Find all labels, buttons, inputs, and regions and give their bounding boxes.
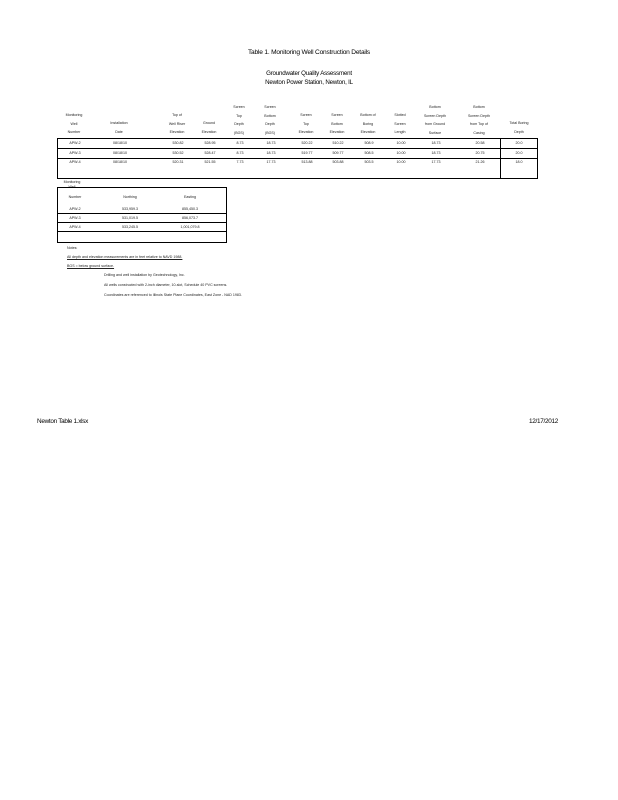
- coordinates-table: [57, 187, 227, 243]
- cell-date: 08/18/10: [113, 151, 127, 155]
- coord-cell-well: APW-3: [69, 216, 81, 220]
- cell-total-depth: 20.0: [515, 151, 523, 155]
- cell-bottom-depth: 18.73: [266, 141, 276, 145]
- footnote-1: Drilling and well installation by Geotechnology, Inc.: [104, 273, 185, 277]
- coord-cell-northing: 533,245.5: [122, 225, 138, 229]
- header-screen-bottom-elev: Screen Bottom Elevation: [329, 113, 345, 134]
- cell-depth-ground: 18.73: [431, 151, 441, 155]
- cell-boring-elev: 508.5: [364, 151, 374, 155]
- coord-cell-easting: 855,450.3: [182, 207, 198, 211]
- header-screen-top-depth: Screen Top Depth (BGS): [233, 105, 245, 135]
- cell-length: 10.00: [396, 160, 406, 164]
- cell-depth-casing: 20.75: [475, 151, 485, 155]
- footnote-3: Coordinates are referenced to Illinois State Plane Coordinates, East Zone - NAD 1983.: [104, 293, 242, 297]
- coord-cell-northing: 533,959.3: [122, 207, 138, 211]
- main-data-table: [57, 138, 538, 179]
- coord-header-northing: Northing: [123, 195, 137, 199]
- cell-depth-casing: 20.58: [475, 141, 485, 145]
- coord-header-number: Number: [68, 195, 82, 199]
- cell-ground: 528.47: [204, 151, 216, 155]
- notes-heading: Notes:: [67, 246, 78, 250]
- note-line-2: BGS = below ground surface.: [67, 264, 115, 268]
- cell-riser: 520.31: [172, 160, 184, 164]
- coord-cell-well: APW-4: [69, 225, 81, 229]
- cell-length: 10.00: [396, 141, 406, 145]
- header-boring-elev: Bottom of Boring Elevation: [360, 113, 376, 134]
- cell-boring-elev: 503.5: [364, 160, 374, 164]
- cell-bottom-depth: 18.73: [266, 151, 276, 155]
- cell-top-depth: 7.73: [236, 160, 244, 164]
- header-screen-length: Slotted Screen Length: [394, 113, 406, 134]
- cell-well: APW-4: [69, 160, 81, 164]
- footnote-2: All wells constructed with 2-inch diameter, 10-slot, Schedule 40 PVC screens.: [104, 283, 228, 287]
- cell-top-elev: 520.22: [301, 141, 313, 145]
- coord-cell-northing: 531,019.5: [122, 216, 138, 220]
- cell-well: APW-3: [69, 151, 81, 155]
- cell-ground: 528.95: [204, 141, 216, 145]
- cell-depth-ground: 18.73: [431, 141, 441, 145]
- cell-boring-elev: 508.9: [364, 141, 374, 145]
- coord-cell-well: APW-2: [69, 207, 81, 211]
- table-row: [58, 158, 537, 167]
- header-well-number: Monitoring Well Number: [65, 113, 83, 134]
- cell-bottom-elev: 510.22: [332, 141, 344, 145]
- table-subtitle-2: Newton Power Station, Newton, IL: [265, 79, 353, 86]
- table-title: Table 1. Monitoring Well Construction Details: [247, 49, 371, 56]
- cell-depth-casing: 21.26: [475, 160, 485, 164]
- header-total-depth: Total Boring Depth: [509, 121, 529, 134]
- cell-riser: 530.82: [172, 141, 184, 145]
- table-row: [58, 139, 537, 149]
- cell-top-elev: 513.88: [301, 160, 313, 164]
- main-header-row: [57, 104, 537, 136]
- coord-cell-easting: 1,001,079.8: [180, 225, 200, 229]
- cell-total-depth: 18.0: [515, 160, 523, 164]
- row-divider: [58, 231, 226, 232]
- coord-cell-easting: 856,073.7: [182, 216, 198, 220]
- coord-header-easting: Easting: [184, 195, 196, 199]
- header-screen-top-elev: Screen Top Elevation: [298, 113, 314, 134]
- cell-bottom-elev: 509.77: [332, 151, 344, 155]
- header-riser-elev: Top of Well Riser Elevation: [168, 113, 186, 134]
- footer-filename: Newton Table 1.xlsx: [37, 418, 89, 425]
- table-subtitle-1: Groundwater Quality Assessment: [266, 70, 352, 77]
- cell-bottom-depth: 17.73: [266, 160, 276, 164]
- cell-bottom-elev: 503.88: [332, 160, 344, 164]
- header-ground-elev: Ground Elevation: [201, 121, 217, 134]
- note-line-1: All depth and elevation measurements are in feet relative to NAVD 1988.: [67, 255, 183, 259]
- cell-date: 08/18/10: [113, 141, 127, 145]
- cell-well: APW-2: [69, 141, 81, 145]
- footer-date: 12/17/2012: [529, 418, 558, 425]
- cell-top-depth: 8.73: [236, 141, 244, 145]
- cell-date: 08/18/10: [113, 160, 127, 164]
- cell-riser: 530.52: [172, 151, 184, 155]
- cell-top-depth: 8.73: [236, 151, 244, 155]
- header-screen-bottom-depth: Screen Bottom Depth (BGS): [264, 105, 276, 135]
- header-bottom-depth-casing: Bottom Screen Depth from Top of Casing: [468, 105, 490, 135]
- cell-ground: 521.55: [204, 160, 216, 164]
- coord-label-text: Monitoring Well: [63, 180, 81, 189]
- cell-depth-ground: 17.73: [431, 160, 441, 164]
- header-install-date: Installation Date: [110, 121, 128, 134]
- cell-top-elev: 519.77: [301, 151, 313, 155]
- cell-length: 10.00: [396, 151, 406, 155]
- header-bottom-depth-ground: Bottom Screen Depth from Ground Surface: [424, 105, 446, 135]
- cell-total-depth: 20.0: [515, 141, 523, 145]
